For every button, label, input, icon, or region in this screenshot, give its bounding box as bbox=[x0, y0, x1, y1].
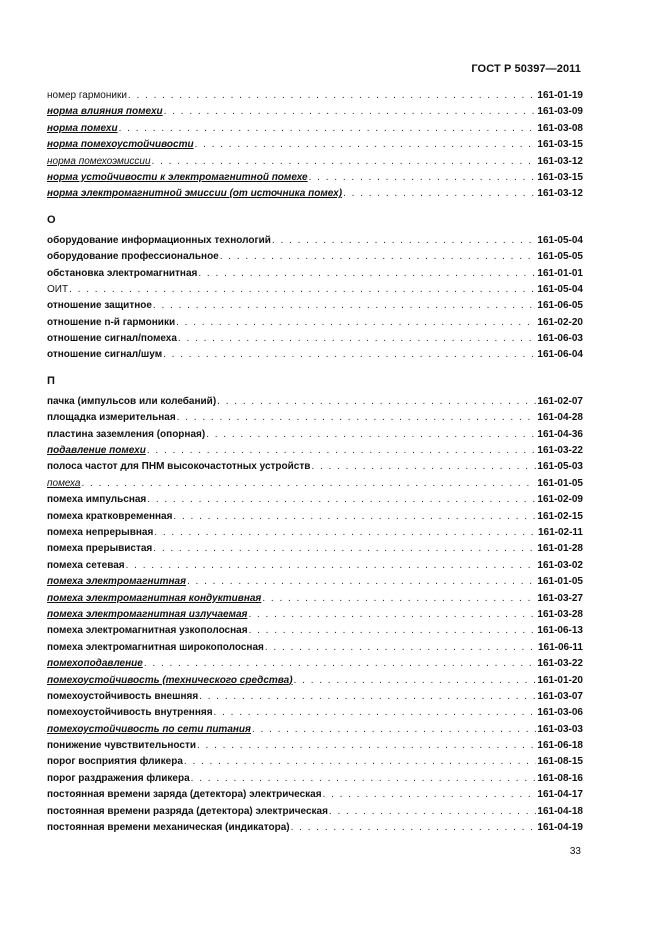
entry-code: 161-04-17 bbox=[537, 789, 583, 801]
entry-term: отношение защитное bbox=[47, 300, 152, 312]
index-entry bbox=[47, 787, 583, 803]
index-entry bbox=[47, 233, 583, 249]
entry-code: 161-08-16 bbox=[537, 772, 583, 784]
entry-code: 161-02-20 bbox=[537, 316, 583, 328]
index-entry bbox=[47, 771, 583, 787]
dot-leader bbox=[69, 282, 536, 298]
entry-code: 161-06-05 bbox=[537, 300, 583, 312]
term-index bbox=[47, 88, 583, 836]
entry-code: 161-02-07 bbox=[537, 395, 583, 407]
dot-leader bbox=[265, 640, 537, 656]
index-entry bbox=[47, 754, 583, 770]
dot-leader bbox=[82, 476, 537, 492]
entry-code: 161-03-15 bbox=[537, 171, 583, 183]
entry-code: 161-03-07 bbox=[537, 690, 583, 702]
index-entry bbox=[47, 298, 583, 314]
dot-leader bbox=[195, 137, 537, 153]
index-entry bbox=[47, 722, 583, 738]
entry-term: помеха прерывистая bbox=[47, 543, 153, 555]
entry-term: оборудование информационных технологий bbox=[47, 234, 271, 246]
entry-term: обстановка электромагнитная bbox=[47, 267, 198, 279]
dot-leader bbox=[144, 656, 537, 672]
entry-code: 161-06-11 bbox=[537, 641, 583, 653]
entry-term: пластина заземления (опорная) bbox=[47, 428, 206, 440]
index-entry bbox=[47, 331, 583, 347]
section-letter: О bbox=[47, 213, 56, 226]
entry-code: 161-08-15 bbox=[537, 756, 583, 768]
entry-code: 161-04-36 bbox=[537, 428, 583, 440]
dot-leader bbox=[252, 722, 536, 738]
entry-code: 161-03-03 bbox=[537, 723, 583, 735]
entry-term: норма электромагнитной эмиссии (от источника помех) bbox=[47, 188, 343, 200]
entry-code: 161-04-28 bbox=[537, 412, 583, 424]
entry-code: 161-01-05 bbox=[537, 477, 583, 489]
entry-term: помеха электромагнитная узкополосная bbox=[47, 625, 248, 637]
dot-leader bbox=[126, 558, 537, 574]
entry-term: помехоустойчивость внутренняя bbox=[47, 707, 213, 719]
dot-leader bbox=[119, 121, 537, 137]
entry-code: 161-02-15 bbox=[537, 510, 583, 522]
entry-term: помеха bbox=[47, 477, 81, 489]
dot-leader bbox=[198, 266, 536, 282]
entry-term: помехоустойчивость по сети питания bbox=[47, 723, 251, 735]
dot-leader bbox=[177, 410, 537, 426]
index-entry bbox=[47, 315, 583, 331]
entry-code: 161-04-18 bbox=[537, 805, 583, 817]
entry-code: 161-03-02 bbox=[537, 559, 583, 571]
dot-leader bbox=[343, 186, 536, 202]
page-number: 33 bbox=[569, 846, 581, 857]
entry-term: помеха электромагнитная bbox=[47, 576, 186, 588]
entry-term: норма помехоэмиссии bbox=[47, 155, 151, 167]
dot-leader bbox=[153, 298, 536, 314]
index-entry bbox=[47, 705, 583, 721]
index-entry bbox=[47, 88, 583, 104]
index-entry bbox=[47, 459, 583, 475]
entry-term: оборудование профессиональное bbox=[47, 251, 219, 263]
dot-leader bbox=[214, 705, 537, 721]
index-entry bbox=[47, 738, 583, 754]
dot-leader bbox=[163, 347, 536, 363]
entry-term: помеха электромагнитная кондуктивная bbox=[47, 592, 262, 604]
index-entry bbox=[47, 509, 583, 525]
document-id-header: ГОСТ Р 50397—2011 bbox=[471, 63, 581, 75]
entry-code: 161-06-04 bbox=[537, 349, 583, 361]
entry-term: норма влияния помехи bbox=[47, 106, 163, 118]
entry-code: 161-05-04 bbox=[537, 234, 583, 246]
entry-code: 161-03-22 bbox=[537, 658, 583, 670]
dot-leader bbox=[164, 104, 537, 120]
index-entry bbox=[47, 186, 583, 202]
entry-term: помеха импульсная bbox=[47, 494, 147, 506]
entry-code: 161-01-28 bbox=[537, 543, 583, 555]
index-entry bbox=[47, 591, 583, 607]
entry-term: порог восприятия фликера bbox=[47, 756, 183, 768]
index-entry bbox=[47, 623, 583, 639]
dot-leader bbox=[311, 459, 536, 475]
entry-code: 161-04-19 bbox=[537, 822, 583, 834]
index-entry bbox=[47, 347, 583, 363]
entry-code: 161-03-27 bbox=[537, 592, 583, 604]
dot-leader bbox=[147, 492, 536, 508]
dot-leader bbox=[147, 443, 537, 459]
entry-term: помеха кратковременная bbox=[47, 510, 173, 522]
index-entry bbox=[47, 249, 583, 265]
entry-code: 161-05-03 bbox=[537, 461, 583, 473]
entry-term: норма помехи bbox=[47, 122, 118, 134]
index-entry bbox=[47, 282, 583, 298]
index-entry bbox=[47, 104, 583, 120]
index-entry bbox=[47, 574, 583, 590]
entry-code: 161-06-13 bbox=[537, 625, 583, 637]
dot-leader bbox=[173, 509, 536, 525]
index-entry bbox=[47, 607, 583, 623]
entry-term: помехоустойчивость (технического средства) bbox=[47, 674, 293, 686]
entry-term: отношение сигнал/помеха bbox=[47, 333, 177, 345]
index-entry bbox=[47, 541, 583, 557]
index-entry bbox=[47, 394, 583, 410]
section-letter: П bbox=[47, 374, 55, 387]
entry-term: ОИТ bbox=[47, 283, 69, 295]
entry-code: 161-03-06 bbox=[537, 707, 583, 719]
entry-term: порог раздражения фликера bbox=[47, 772, 190, 784]
dot-leader bbox=[187, 574, 536, 590]
dot-leader bbox=[128, 88, 536, 104]
entry-code: 161-05-04 bbox=[537, 283, 583, 295]
dot-leader bbox=[272, 233, 537, 249]
index-entry bbox=[47, 476, 583, 492]
entry-term: помеха сетевая bbox=[47, 559, 125, 571]
entry-term: подавление помехи bbox=[47, 445, 146, 457]
entry-term: помехоустойчивость внешняя bbox=[47, 690, 199, 702]
dot-leader bbox=[176, 315, 536, 331]
index-entry bbox=[47, 137, 583, 153]
index-entry bbox=[47, 558, 583, 574]
dot-leader bbox=[220, 249, 537, 265]
entry-term: помеха электромагнитная широкополосная bbox=[47, 641, 264, 653]
index-entry bbox=[47, 656, 583, 672]
entry-term: постоянная времени механическая (индикатора) bbox=[47, 822, 290, 834]
entry-term: помеха электромагнитная излучаемая bbox=[47, 608, 248, 620]
dot-leader bbox=[206, 427, 536, 443]
entry-term: номер гармоники bbox=[47, 90, 127, 101]
entry-code: 161-06-03 bbox=[537, 333, 583, 345]
dot-leader bbox=[154, 525, 537, 541]
index-entry bbox=[47, 266, 583, 282]
entry-term: помеха непрерывная bbox=[47, 526, 154, 538]
dot-leader bbox=[178, 331, 537, 347]
entry-code: 161-03-12 bbox=[537, 155, 583, 167]
entry-term: отношение сигнал/шум bbox=[47, 349, 163, 361]
entry-term: помехоподавление bbox=[47, 658, 143, 670]
dot-leader bbox=[217, 394, 536, 410]
index-entry bbox=[47, 170, 583, 186]
index-entry bbox=[47, 121, 583, 137]
entry-code: 161-03-15 bbox=[537, 139, 583, 151]
dot-leader bbox=[309, 170, 537, 186]
entry-term: норма устойчивости к электромагнитной помехе bbox=[47, 171, 308, 183]
dot-leader bbox=[291, 820, 537, 836]
entry-code: 161-03-09 bbox=[537, 106, 583, 118]
index-entry bbox=[47, 427, 583, 443]
entry-code: 161-02-11 bbox=[537, 526, 583, 538]
dot-leader bbox=[262, 591, 536, 607]
entry-code: 161-05-05 bbox=[537, 251, 583, 263]
index-entry bbox=[47, 443, 583, 459]
entry-term: отношение n-й гармоники bbox=[47, 316, 176, 328]
dot-leader bbox=[249, 623, 537, 639]
entry-code: 161-03-12 bbox=[537, 188, 583, 200]
entry-code: 161-01-20 bbox=[537, 674, 583, 686]
index-entry bbox=[47, 492, 583, 508]
entry-code: 161-01-19 bbox=[537, 90, 583, 101]
dot-leader bbox=[323, 787, 537, 803]
entry-code: 161-01-01 bbox=[537, 267, 583, 279]
dot-leader bbox=[184, 754, 537, 770]
entry-code: 161-06-18 bbox=[537, 740, 583, 752]
entry-term: норма помехоустойчивости bbox=[47, 139, 194, 151]
index-entry bbox=[47, 410, 583, 426]
index-entry bbox=[47, 820, 583, 836]
dot-leader bbox=[197, 738, 536, 754]
dot-leader bbox=[191, 771, 537, 787]
entry-term: пачка (импульсов или колебаний) bbox=[47, 395, 217, 407]
index-entry bbox=[47, 525, 583, 541]
entry-term: постоянная времени разряда (детектора) электрическая bbox=[47, 805, 328, 817]
entry-code: 161-03-28 bbox=[537, 608, 583, 620]
index-entry bbox=[47, 640, 583, 656]
index-entry bbox=[47, 154, 583, 170]
entry-term: постоянная времени заряда (детектора) электрическая bbox=[47, 789, 322, 801]
dot-leader bbox=[152, 154, 537, 170]
entry-term: понижение чувствительности bbox=[47, 740, 196, 752]
index-entry bbox=[47, 673, 583, 689]
index-entry bbox=[47, 689, 583, 705]
entry-term: площадка измерительная bbox=[47, 412, 176, 424]
dot-leader bbox=[329, 804, 536, 820]
entry-code: 161-03-22 bbox=[537, 445, 583, 457]
entry-term: полоса частот для ПНМ высокочастотных устройств bbox=[47, 461, 311, 473]
entry-code: 161-03-08 bbox=[537, 122, 583, 134]
entry-code: 161-02-09 bbox=[537, 494, 583, 506]
dot-leader bbox=[294, 673, 537, 689]
entry-code: 161-01-05 bbox=[537, 576, 583, 588]
dot-leader bbox=[248, 607, 536, 623]
index-entry bbox=[47, 804, 583, 820]
dot-leader bbox=[153, 541, 536, 557]
dot-leader bbox=[199, 689, 536, 705]
